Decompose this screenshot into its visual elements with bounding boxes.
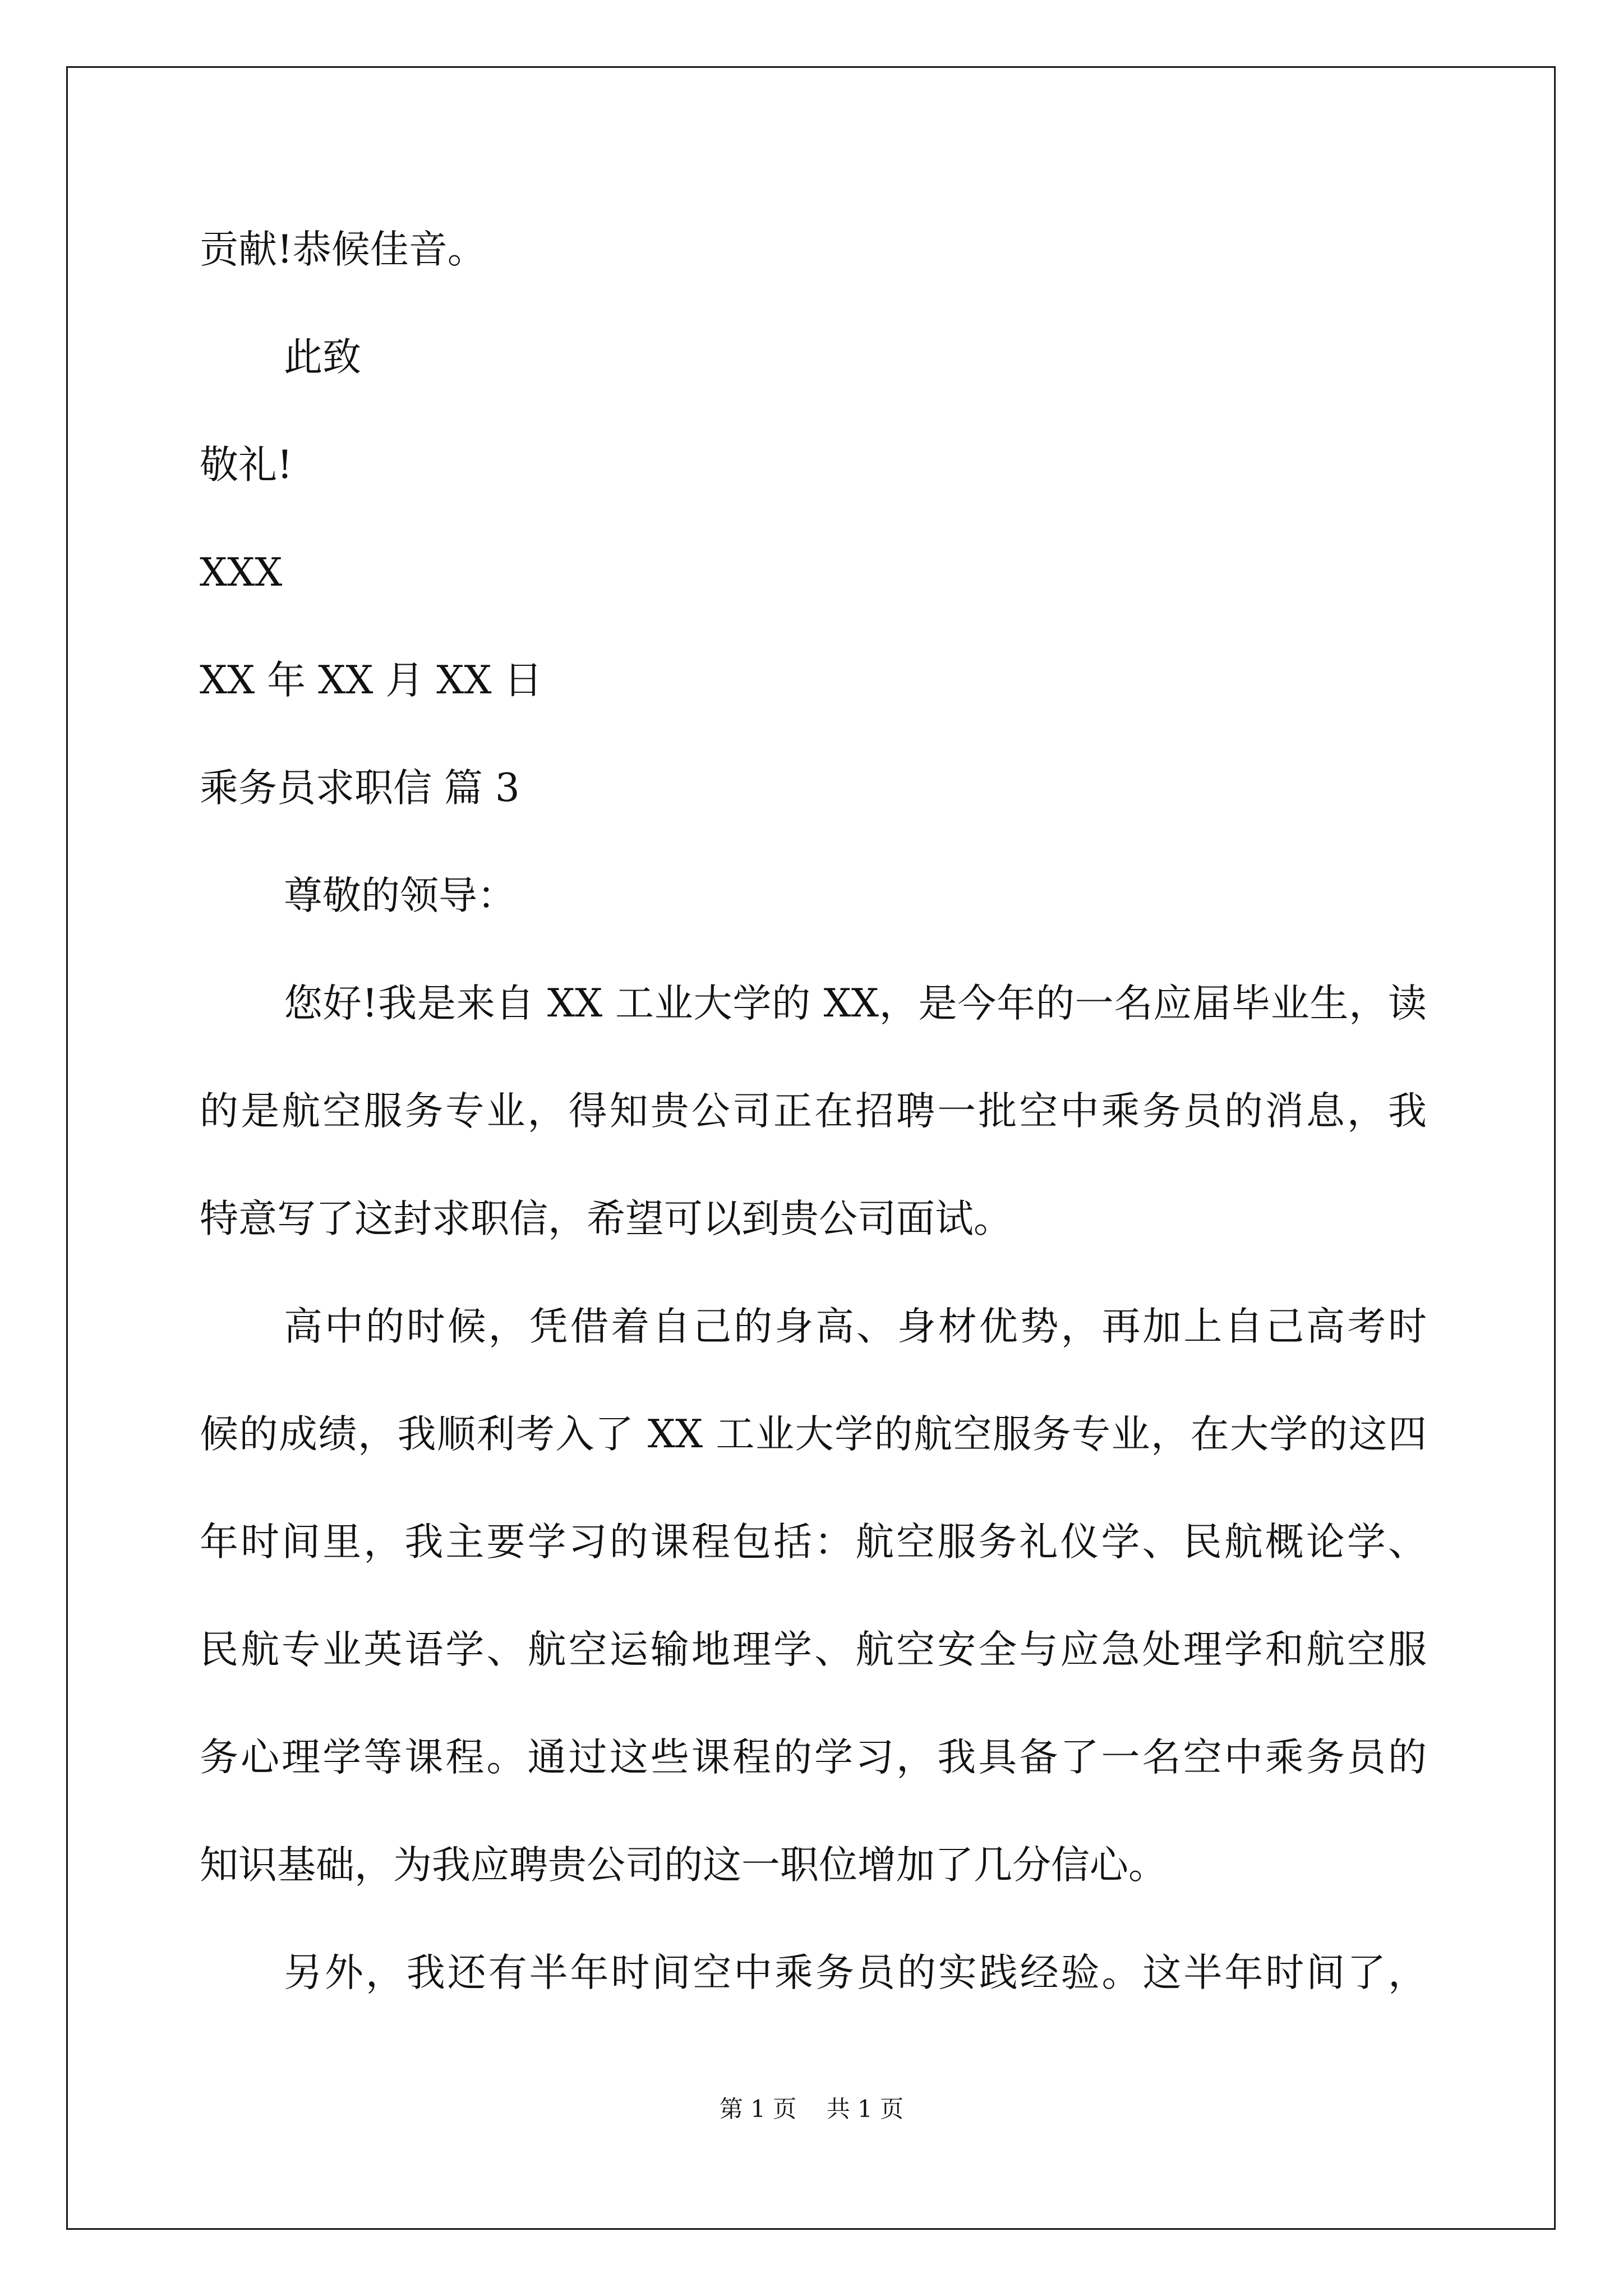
salutation-jingli: 敬礼! — [200, 443, 293, 487]
paragraph-line: 的是航空服务专业，得知贵公司正在招聘一批空中乘务员的消息，我 — [200, 1089, 1427, 1134]
page-footer: 第 1 页 共 1 页 — [719, 2095, 904, 2123]
paragraph-line: 务心理学等课程。通过这些课程的学习，我具备了一名空中乘务员的 — [200, 1735, 1427, 1780]
paragraph-line: 高中的时候，凭借着自己的身高、身材优势，再加上自己高考时 — [284, 1304, 1427, 1349]
signature-date: XX 年 XX 月 XX 日 — [200, 658, 543, 703]
paragraph-line: 您好!我是来自 XX 工业大学的 XX，是今年的一名应届毕业生，读 — [284, 981, 1427, 1026]
paragraph-line: 特意写了这封求职信，希望可以到贵公司面试。 — [200, 1197, 1012, 1241]
section-heading: 乘务员求职信 篇 3 — [200, 766, 520, 811]
signature-name: XXX — [200, 550, 283, 595]
paragraph-line: 知识基础，为我应聘贵公司的这一职位增加了几分信心。 — [200, 1843, 1167, 1888]
salutation-cizhi: 此致 — [284, 335, 361, 380]
page-border — [66, 66, 1556, 2230]
paragraph-line: 另外，我还有半年时间空中乘务员的实践经验。这半年时间了， — [284, 1950, 1427, 1995]
closing-text: 贡献!恭候佳音。 — [200, 227, 486, 272]
paragraph-line: 年时间里，我主要学习的课程包括：航空服务礼仪学、民航概论学、 — [200, 1520, 1427, 1565]
paragraph-line: 候的成绩，我顺利考入了 XX 工业大学的航空服务专业，在大学的这四 — [200, 1412, 1427, 1457]
greeting: 尊敬的领导： — [284, 873, 516, 918]
paragraph-line: 民航专业英语学、航空运输地理学、航空安全与应急处理学和航空服 — [200, 1627, 1427, 1672]
